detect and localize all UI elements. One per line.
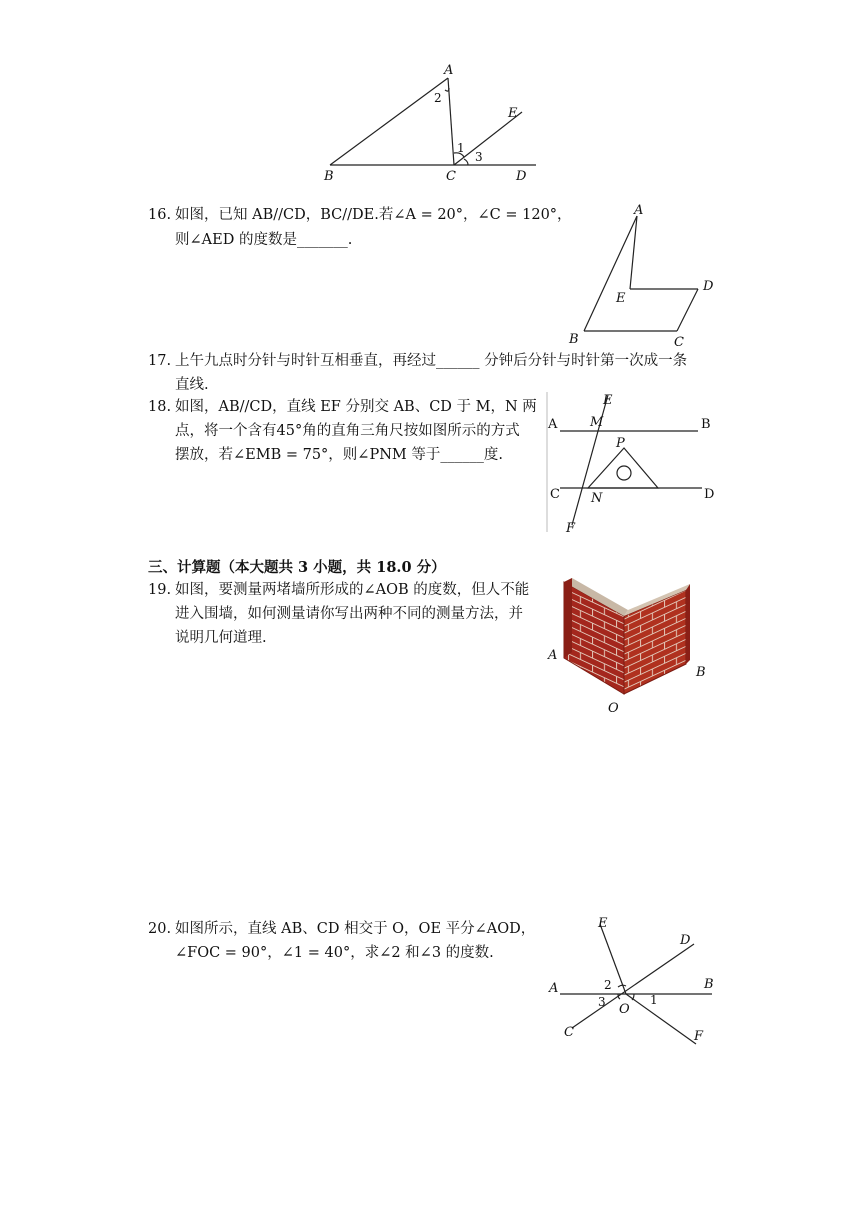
question-number-17: 17. <box>148 353 172 369</box>
label-O: O <box>608 701 619 716</box>
label-A: A <box>548 648 558 663</box>
label-E: E <box>508 106 518 121</box>
label-C: C <box>564 1025 574 1040</box>
question-number-16: 16. <box>148 207 172 223</box>
label-B: B <box>569 332 579 347</box>
q16-text-line2: 则∠AED 的度数是_______. <box>175 232 353 248</box>
label-D: D <box>704 487 715 502</box>
label-N: N <box>591 491 603 506</box>
label-A: A <box>634 203 644 218</box>
q17-text-line2: 直线. <box>175 377 209 393</box>
label-angle-1: 1 <box>650 993 658 1007</box>
q19-text-line3: 说明几何道理. <box>175 630 267 646</box>
section-heading-calculation: 三、计算题（本大题共 3 小题，共 18.0 分） <box>148 559 446 576</box>
label-C: C <box>674 335 684 350</box>
q20-text-line2: ∠FOC = 90°，∠1 = 40°，求∠2 和∠3 的度数. <box>175 945 494 961</box>
q17-text-line1: 上午九点时分针与时针互相垂直，再经过______ 分钟后分针与时针第一次成一条 <box>175 353 688 369</box>
q18-text-line3: 摆放，若∠EMB = 75°，则∠PNM 等于______度. <box>175 447 503 463</box>
label-B: B <box>696 665 706 680</box>
label-angle-1: 1 <box>457 141 465 155</box>
label-F: F <box>694 1029 704 1044</box>
label-angle-2: 2 <box>434 91 442 105</box>
label-P: P <box>616 436 625 451</box>
label-B: B <box>701 417 711 432</box>
q19-text-line1: 如图，要测量两堵墙所形成的∠AOB 的度数，但人不能 <box>175 582 530 598</box>
label-E: E <box>616 291 626 306</box>
q19-text-line2: 进入围墙，如何测量请你写出两种不同的测量方法，并 <box>175 606 523 622</box>
label-D: D <box>516 169 527 184</box>
label-C: C <box>550 487 560 502</box>
figure-top-triangle <box>318 60 548 185</box>
q20-text-line1: 如图所示，直线 AB、CD 相交于 O，OE 平分∠AOD， <box>175 921 536 937</box>
label-F: F <box>566 521 576 536</box>
label-D: D <box>680 933 691 948</box>
question-number-20: 20. <box>148 921 172 937</box>
question-number-19: 19. <box>148 582 172 598</box>
label-A: A <box>549 981 559 996</box>
label-angle-3: 3 <box>475 150 483 164</box>
label-A: A <box>548 417 558 432</box>
figure-q20-intersecting-lines <box>546 910 721 1050</box>
label-B: B <box>324 169 334 184</box>
question-number-18: 18. <box>148 399 172 415</box>
label-E: E <box>603 393 613 408</box>
label-M: M <box>590 415 604 430</box>
q18-text-line2: 点，将一个含有45°角的直角三角尺按如图所示的方式 <box>175 423 520 439</box>
label-E: E <box>598 916 608 931</box>
q18-text-line1: 如图，AB//CD，直线 EF 分别交 AB、CD 于 M，N 两 <box>175 399 537 415</box>
figure-q18-parallel-lines <box>546 390 726 536</box>
label-D: D <box>703 279 714 294</box>
label-A: A <box>444 63 454 78</box>
label-B: B <box>704 977 714 992</box>
label-C: C <box>446 169 456 184</box>
label-O: O <box>619 1002 630 1017</box>
label-angle-2: 2 <box>604 978 612 992</box>
figure-q16-parallelogram <box>560 200 725 350</box>
label-angle-3: 3 <box>598 995 606 1009</box>
q16-text-line1: 如图，已知 AB//CD，BC//DE.若∠A = 20°，∠C = 120°， <box>175 207 572 223</box>
figure-q19-brick-walls <box>544 572 724 720</box>
